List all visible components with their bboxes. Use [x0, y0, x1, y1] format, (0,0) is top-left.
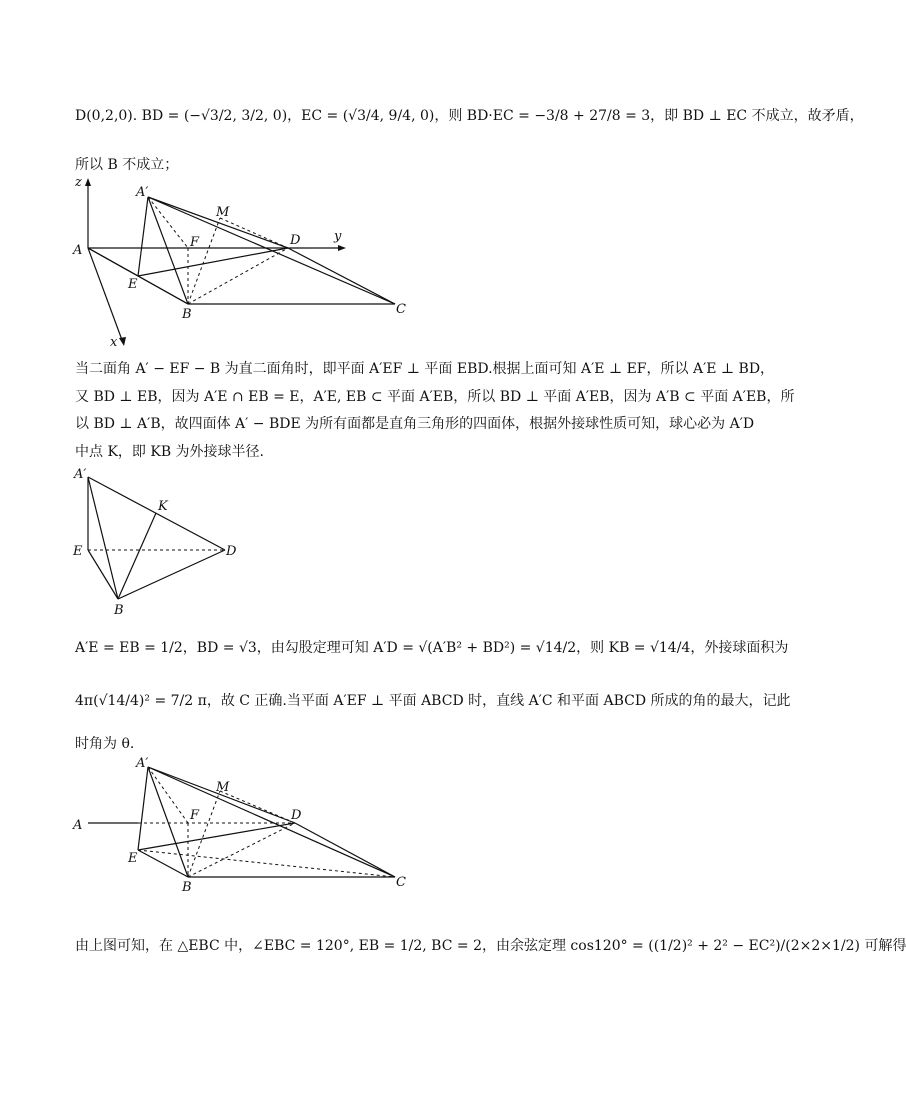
- svg-text:D: D: [291, 808, 302, 823]
- text-line-3: 又 BD ⊥ EB，因为 A′E ∩ EB = E，A′E, EB ⊂ 平面 A′EB，所以 BD ⊥ 平面 A′EB，因为 A′B ⊂ 平面 A′EB，所: [75, 389, 795, 405]
- svg-text:M: M: [216, 205, 230, 220]
- svg-text:F: F: [190, 808, 200, 823]
- text-line-5: 中点 K，即 KB 为外接球半径.: [75, 444, 265, 460]
- svg-text:M: M: [216, 780, 230, 795]
- svg-text:y: y: [334, 229, 342, 244]
- svg-text:K: K: [158, 499, 168, 514]
- text-line-4: 以 BD ⊥ A′B，故四面体 A′ − BDE 为所有面都是直角三角形的四面体，根据外接球性质可知，球心必为 A′D: [75, 416, 755, 432]
- svg-text:E: E: [128, 851, 138, 866]
- figure-3: [70, 755, 420, 895]
- svg-text:D: D: [290, 233, 301, 248]
- text-line-1: D(0,2,0). BD = (−√3/2, 3/2, 0)，EC = (√3/4, 9/4, 0)，则 BD·EC = −3/8 + 27/8 = 3，即 BD ⊥ EC 不成立，故矛盾，: [75, 108, 864, 124]
- svg-text:A: A: [73, 818, 83, 833]
- svg-text:A: A: [73, 243, 83, 258]
- text-line-6: A′E = EB = 1/2，BD = √3，由勾股定理可知 A′D = √(A′B² + BD²) = √14/2，则 KB = √14/4，外接球面积为: [75, 640, 789, 656]
- svg-text:B: B: [114, 603, 124, 618]
- text-line-9: 由上图可知，在 △EBC 中，∠EBC = 120°, EB = 1/2, BC = 2，由余弦定理 cos120° = ((1/2)² + 2² − EC²)/(2×2×1/2) 可解得: [75, 938, 906, 954]
- text-line-1b: 所以 B 不成立；: [75, 157, 179, 173]
- svg-text:D: D: [226, 544, 237, 559]
- svg-text:C: C: [396, 875, 406, 890]
- svg-text:B: B: [182, 880, 192, 895]
- text-line-8: 时角为 θ.: [75, 736, 135, 752]
- svg-text:A′: A′: [136, 185, 149, 200]
- svg-text:z: z: [75, 175, 82, 190]
- figure-2: [70, 462, 250, 617]
- svg-text:E: E: [73, 544, 83, 559]
- svg-text:A′: A′: [136, 756, 149, 771]
- text-line-2: 当二面角 A′ − EF − B 为直二面角时，即平面 A′EF ⊥ 平面 EBD.根据上面可知 A′E ⊥ EF，所以 A′E ⊥ BD，: [75, 361, 775, 377]
- text-line-7: 4π(√14/4)² = 7/2 π，故 C 正确.当平面 A′EF ⊥ 平面 ABCD 时，直线 A′C 和平面 ABCD 所成的角的最大，记此: [75, 693, 791, 709]
- svg-text:x: x: [110, 335, 118, 350]
- svg-text:A′: A′: [74, 467, 87, 482]
- svg-text:B: B: [182, 307, 192, 322]
- svg-text:F: F: [190, 235, 200, 250]
- svg-text:E: E: [128, 277, 138, 292]
- figure-1: [70, 170, 420, 350]
- svg-text:C: C: [396, 302, 406, 317]
